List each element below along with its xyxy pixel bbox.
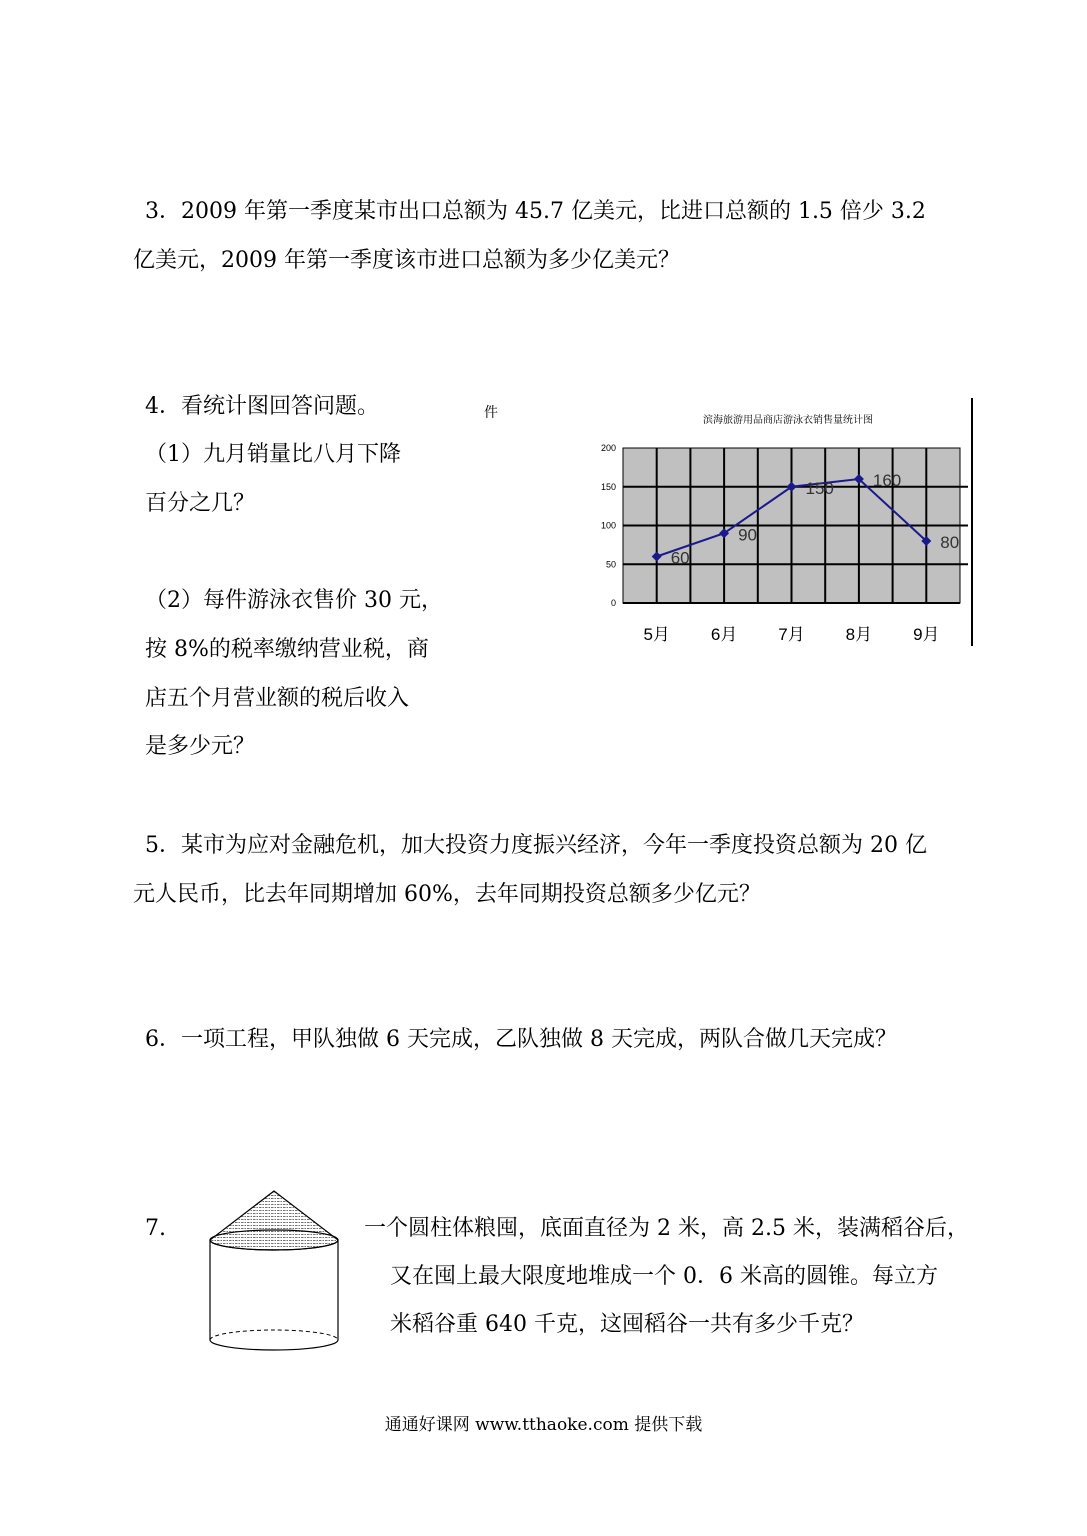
chart-x-tick-label: 8月 xyxy=(845,625,873,644)
chart-data-label: 90 xyxy=(738,525,758,545)
q3-line-2: 亿美元，2009 年第一季度该市进口总额为多少亿美元？ xyxy=(133,248,680,273)
chart-data-label: 60 xyxy=(670,548,690,568)
chart-y-tick-label: 50 xyxy=(605,559,616,570)
chart-y-axis-label: 件 xyxy=(484,404,498,420)
cone-top xyxy=(210,1191,338,1250)
q4-sub2-line-1: （2）每件游泳衣售价 30 元， xyxy=(145,588,443,613)
chart-title: 滨海旅游用品商店游泳衣销售量统计图 xyxy=(703,415,873,426)
q4-sub2-line-4: 是多少元？ xyxy=(145,734,256,759)
q4-sub1-line-2: 百分之几？ xyxy=(145,491,256,516)
cylinder-bottom-back xyxy=(210,1330,338,1340)
chart-y-tick-label: 150 xyxy=(600,481,616,492)
sales-line-chart xyxy=(470,390,990,660)
chart-data-label: 80 xyxy=(940,533,960,552)
q4-sub2-line-3: 店五个月营业额的税后收入 xyxy=(145,686,410,711)
q6-line-1: 6．一项工程，甲队独做 6 天完成，乙队独做 8 天完成，两队合做几天完成？ xyxy=(145,1027,897,1052)
q7-line-3: 米稻谷重 640 千克，这囤稻谷一共有多少千克？ xyxy=(390,1312,864,1337)
q4-title: 4．看统计图回答问题。 xyxy=(145,394,379,419)
chart-x-tick-label: 9月 xyxy=(913,625,940,644)
chart-y-tick-label: 100 xyxy=(600,520,616,531)
chart-y-tick-label: 200 xyxy=(600,443,616,453)
cylinder-bottom-front xyxy=(210,1340,338,1350)
chart-x-ticks xyxy=(643,625,939,644)
footer-credit: 通通好课网 www.tthaoke.com 提供下载 xyxy=(384,1415,703,1435)
q3-line-1: 3．2009 年第一季度某市出口总额为 45.7 亿美元，比进口总额的 1.5 倍少 3.2 xyxy=(145,199,926,224)
chart-data-label: 160 xyxy=(872,471,902,490)
q7-number: 7. xyxy=(145,1216,166,1241)
q5-line-2: 元人民币，比去年同期增加 60%，去年同期投资总额多少亿元？ xyxy=(133,882,761,907)
granary-figure xyxy=(200,1185,350,1365)
chart-x-tick-label: 6月 xyxy=(710,625,738,644)
chart-x-tick-label: 5月 xyxy=(643,625,670,644)
chart-y-ticks xyxy=(601,443,616,608)
q5-line-1: 5．某市为应对金融危机，加大投资力度振兴经济，今年一季度投资总额为 20 亿 xyxy=(145,833,927,858)
q7-line-1: 一个圆柱体粮囤，底面直径为 2 米，高 2.5 米，装满稻谷后， xyxy=(364,1216,969,1241)
q7-line-2: 又在囤上最大限度地堆成一个 0．6 米高的圆锥。每立方 xyxy=(390,1264,938,1289)
chart-x-tick-label: 7月 xyxy=(778,625,805,644)
q4-sub2-line-2: 按 8%的税率缴纳营业税，商 xyxy=(145,637,429,662)
q4-sub1-line-1: （1）九月销量比八月下降 xyxy=(145,442,401,467)
chart-data-label: 150 xyxy=(805,478,834,498)
chart-y-tick-label: 0 xyxy=(610,598,616,608)
